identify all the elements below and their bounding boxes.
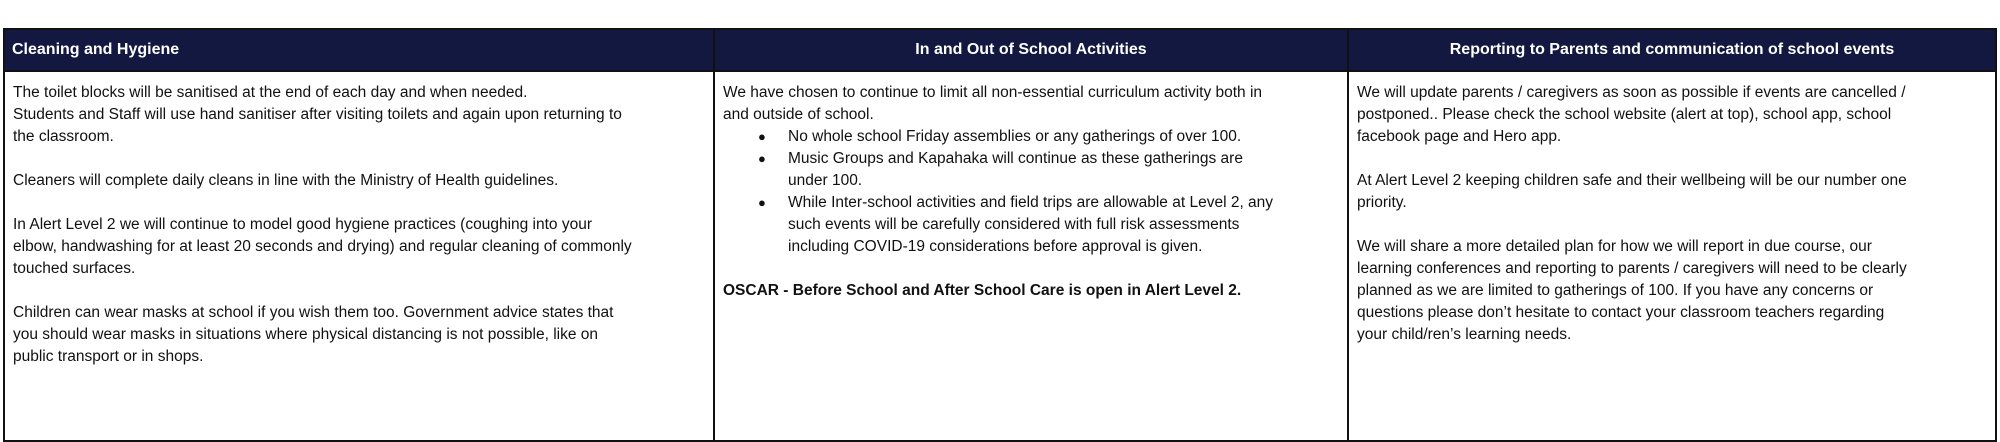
- text-line: Music Groups and Kapahaka will continue as these gatherings are: [788, 150, 1243, 167]
- text-line: Students and Staff will use hand sanitiser after visiting toilets and again upon returning to: [13, 106, 622, 123]
- text-line: planned as we are limited to gatherings of 100. If you have any concerns or: [1357, 282, 1874, 299]
- text-line: you should wear masks in situations where physical distancing is not possible, like on: [13, 326, 598, 343]
- header-cleaning-hygiene: Cleaning and Hygiene: [4, 29, 714, 71]
- body-row: [4, 71, 1996, 441]
- text-line: While Inter-school activities and field trips are allowable at Level 2, any: [788, 194, 1274, 211]
- reporting-paragraph-3: [1357, 236, 1987, 346]
- text-line: Children can wear masks at school if you wish them too. Government advice states that: [13, 304, 614, 321]
- cell-school-activities: [714, 71, 1348, 441]
- text-line: touched surfaces.: [13, 260, 136, 277]
- text-line: At Alert Level 2 keeping children safe and their wellbeing will be our number one: [1357, 172, 1907, 189]
- list-item: [758, 192, 1339, 258]
- text-line: postponed.. Please check the school website (alert at top), school app, school: [1357, 106, 1892, 123]
- text-line: In Alert Level 2 we will continue to model good hygiene practices (coughing into your: [13, 216, 593, 233]
- reporting-paragraph-2: [1357, 170, 1987, 214]
- text-line: We will update parents / caregivers as soon as possible if events are cancelled /: [1357, 84, 1906, 101]
- text-line: under 100.: [788, 172, 863, 189]
- text-line: elbow, handwashing for at least 20 seconds and drying) and regular cleaning of commonly: [13, 238, 632, 255]
- bullet-icon: ●: [758, 195, 766, 210]
- text-line: No whole school Friday assemblies or any gatherings of over 100.: [788, 128, 1242, 145]
- list-item: [758, 126, 1339, 148]
- header-row: [4, 29, 1996, 71]
- text-line: priority.: [1357, 194, 1407, 211]
- text-line: public transport or in shops.: [13, 348, 204, 365]
- cleaning-paragraph-1: [13, 82, 705, 148]
- header-reporting-parents: Reporting to Parents and communication of school events: [1348, 29, 1996, 71]
- text-line: The toilet blocks will be sanitised at the end of each day and when needed.: [13, 84, 528, 101]
- text-line: facebook page and Hero app.: [1357, 128, 1562, 145]
- list-item: [758, 148, 1339, 192]
- cell-reporting-parents: [1348, 71, 1996, 441]
- oscar-notice: OSCAR - Before School and After School Care is open in Alert Level 2.: [723, 282, 1242, 299]
- text-line: the classroom.: [13, 128, 114, 145]
- cleaning-paragraph-3: [13, 214, 705, 280]
- reporting-paragraph-1: [1357, 82, 1987, 148]
- text-line: your child/ren’s learning needs.: [1357, 326, 1572, 343]
- text-line: including COVID-19 considerations before approval is given.: [788, 238, 1203, 255]
- activities-bullet-list: [723, 126, 1339, 258]
- cell-cleaning-hygiene: [4, 71, 714, 441]
- text-line: such events will be carefully considered with full risk assessments: [788, 216, 1240, 233]
- text-line: We have chosen to continue to limit all non-essential curriculum activity both in: [723, 84, 1263, 101]
- info-table: [3, 28, 1997, 442]
- text-line: We will share a more detailed plan for how we will report in due course, our: [1357, 238, 1872, 255]
- text-line: and outside of school.: [723, 106, 874, 123]
- bullet-icon: ●: [758, 129, 766, 144]
- cleaning-paragraph-2: Cleaners will complete daily cleans in line with the Ministry of Health guidelines.: [13, 172, 559, 189]
- bullet-icon: ●: [758, 151, 766, 166]
- text-line: questions please don’t hesitate to contact your classroom teachers regarding: [1357, 304, 1885, 321]
- header-school-activities: In and Out of School Activities: [714, 29, 1348, 71]
- cleaning-paragraph-4: [13, 302, 705, 368]
- text-line: learning conferences and reporting to parents / caregivers will need to be clearly: [1357, 260, 1907, 277]
- activities-intro: [723, 82, 1339, 126]
